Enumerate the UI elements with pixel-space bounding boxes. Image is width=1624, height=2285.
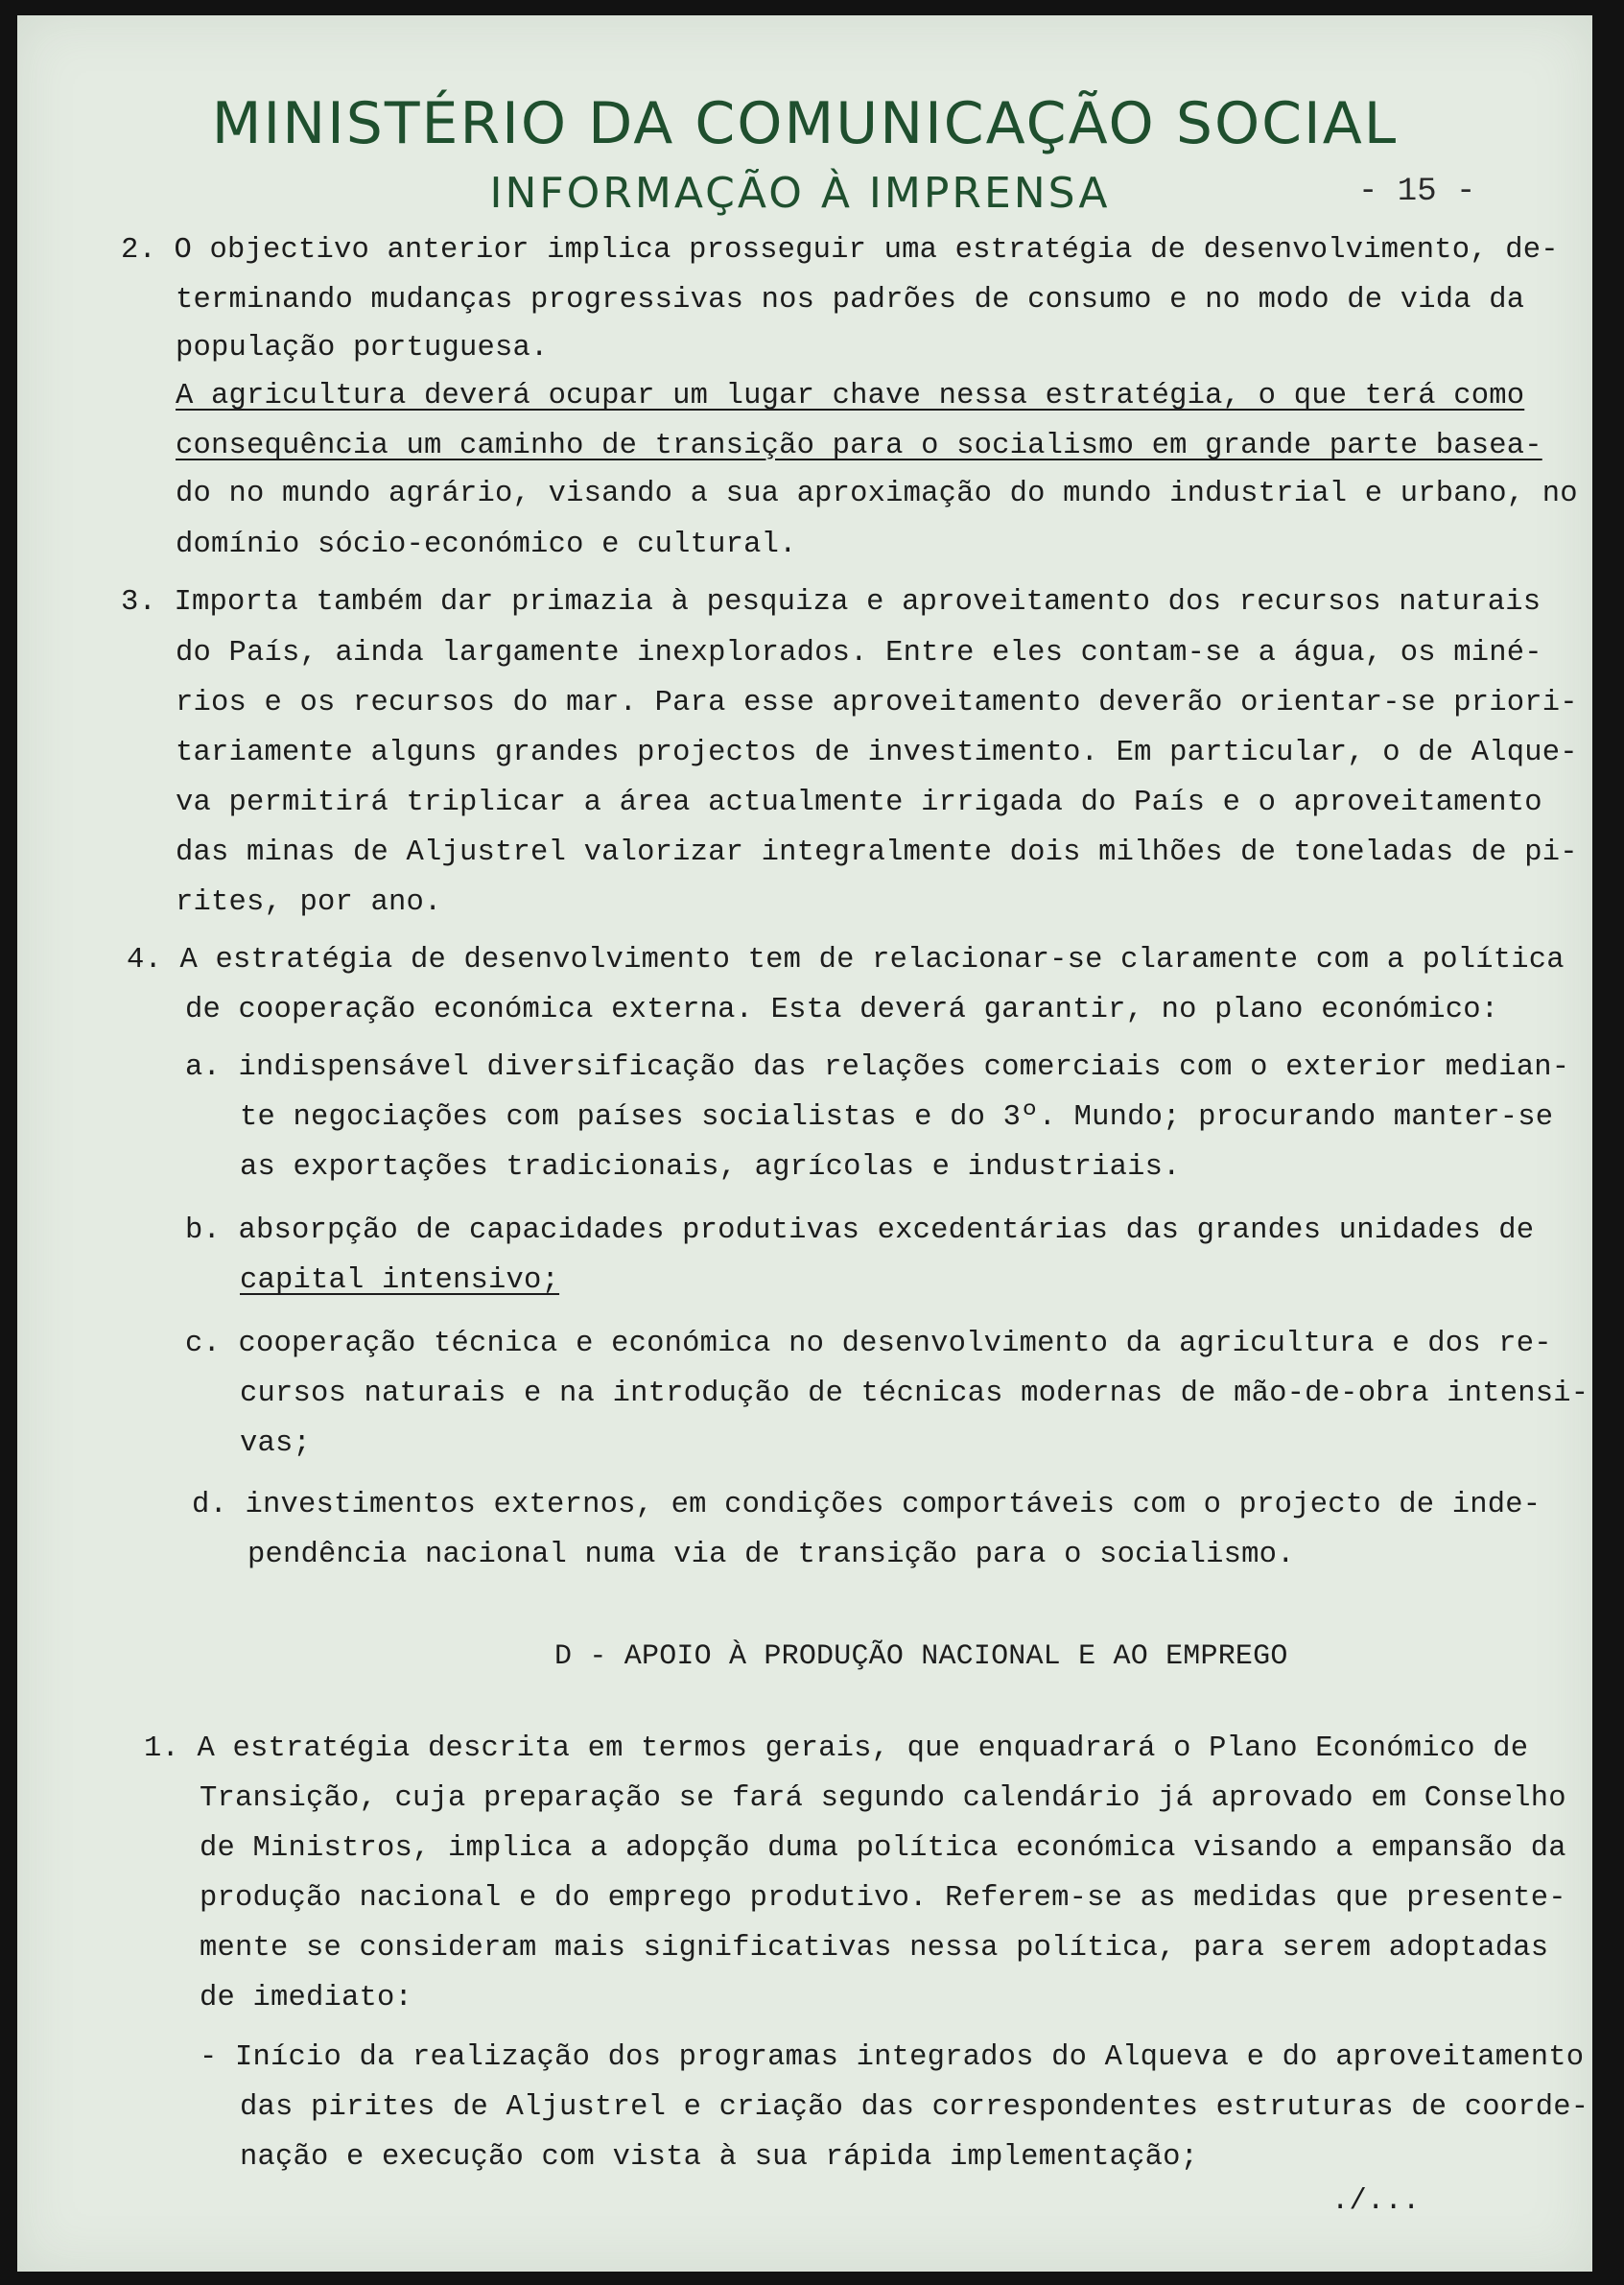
text-line: 4. A estratégia de desenvolvimento tem de relacionar-se claramente com a política <box>127 944 1565 977</box>
section-heading: D - APOIO À PRODUÇÃO NACIONAL E AO EMPREGO <box>554 1640 1288 1673</box>
text-line: 3. Importa também dar primazia à pesquiza e aproveitamento dos recursos naturais <box>121 586 1542 619</box>
text-line: consequência um caminho de transição para o socialismo em grande parte basea- <box>176 430 1542 462</box>
text-line: cursos naturais e na introdução de técnicas modernas de mão-de-obra intensi- <box>240 1378 1589 1410</box>
ministry-title: MINISTÉRIO DA COMUNICAÇÃO SOCIAL <box>211 90 1399 157</box>
text-line: as exportações tradicionais, agrícolas e industriais. <box>240 1151 1181 1184</box>
text-line: das pirites de Aljustrel e criação das correspondentes estruturas de coorde- <box>240 2091 1589 2124</box>
text-line: nação e execução com vista à sua rápida implementação; <box>240 2141 1199 2174</box>
text-line: d. investimentos externos, em condições comportáveis com o projecto de inde- <box>192 1489 1542 1521</box>
press-release-subtitle: INFORMAÇÃO À IMPRENSA <box>489 169 1111 218</box>
text-line: produção nacional e do emprego produtivo. Referem-se as medidas que presente- <box>200 1882 1566 1915</box>
text-line: terminando mudanças progressivas nos padrões de consumo e no modo de vida da <box>176 284 1525 317</box>
text-line: mente se consideram mais significativas nessa política, para serem adoptadas <box>200 1932 1549 1965</box>
text-line: domínio sócio-económico e cultural. <box>176 529 797 561</box>
text-line: de imediato: <box>200 1982 413 2014</box>
text-line: a. indispensável diversificação das relações comerciais com o exterior median- <box>185 1051 1570 1084</box>
text-line: - Início da realização dos programas integrados do Alqueva e do aproveitamento <box>200 2041 1585 2074</box>
text-line: Transição, cuja preparação se fará segundo calendário já aprovado em Conselho <box>200 1782 1566 1815</box>
text-line: 2. O objectivo anterior implica prosseguir uma estratégia de desenvolvimento, de- <box>121 234 1559 267</box>
text-line: rites, por ano. <box>176 886 442 919</box>
text-line: rios e os recursos do mar. Para esse aproveitamento deverão orientar-se priori- <box>176 687 1578 719</box>
text-line: tariamente alguns grandes projectos de investimento. Em particular, o de Alque- <box>176 737 1578 769</box>
text-line: b. absorpção de capacidades produtivas excedentárias das grandes unidades de <box>185 1214 1535 1247</box>
text-line: 1. A estratégia descrita em termos gerais, que enquadrará o Plano Económico de <box>144 1732 1529 1765</box>
text-line: das minas de Aljustrel valorizar integralmente dois milhões de toneladas de pi- <box>176 836 1578 869</box>
text-line: vas; <box>240 1427 312 1460</box>
text-line: de cooperação económica externa. Esta deverá garantir, no plano económico: <box>185 994 1499 1026</box>
text-line: população portuguesa. <box>176 332 549 365</box>
page-number: - 15 - <box>1358 174 1476 210</box>
document-page <box>17 15 1592 2272</box>
text-line: pendência nacional numa via de transição para o socialismo. <box>247 1539 1295 1571</box>
text-line: capital intensivo; <box>240 1264 560 1297</box>
text-line: va permitirá triplicar a área actualmente irrigada do País e o aproveitamento <box>176 787 1542 819</box>
text-line: c. cooperação técnica e económica no desenvolvimento da agricultura e dos re- <box>185 1328 1552 1360</box>
continuation-mark: ./... <box>1331 2185 1421 2218</box>
text-line: do País, ainda largamente inexplorados. Entre eles contam-se a água, os miné- <box>176 637 1542 670</box>
text-line: A agricultura deverá ocupar um lugar chave nessa estratégia, o que terá como <box>176 380 1525 412</box>
text-line: de Ministros, implica a adopção duma política económica visando a empansão da <box>200 1832 1566 1865</box>
text-line: do no mundo agrário, visando a sua aproximação do mundo industrial e urbano, no <box>176 478 1578 510</box>
text-line: te negociações com países socialistas e do 3º. Mundo; procurando manter-se <box>240 1101 1554 1134</box>
